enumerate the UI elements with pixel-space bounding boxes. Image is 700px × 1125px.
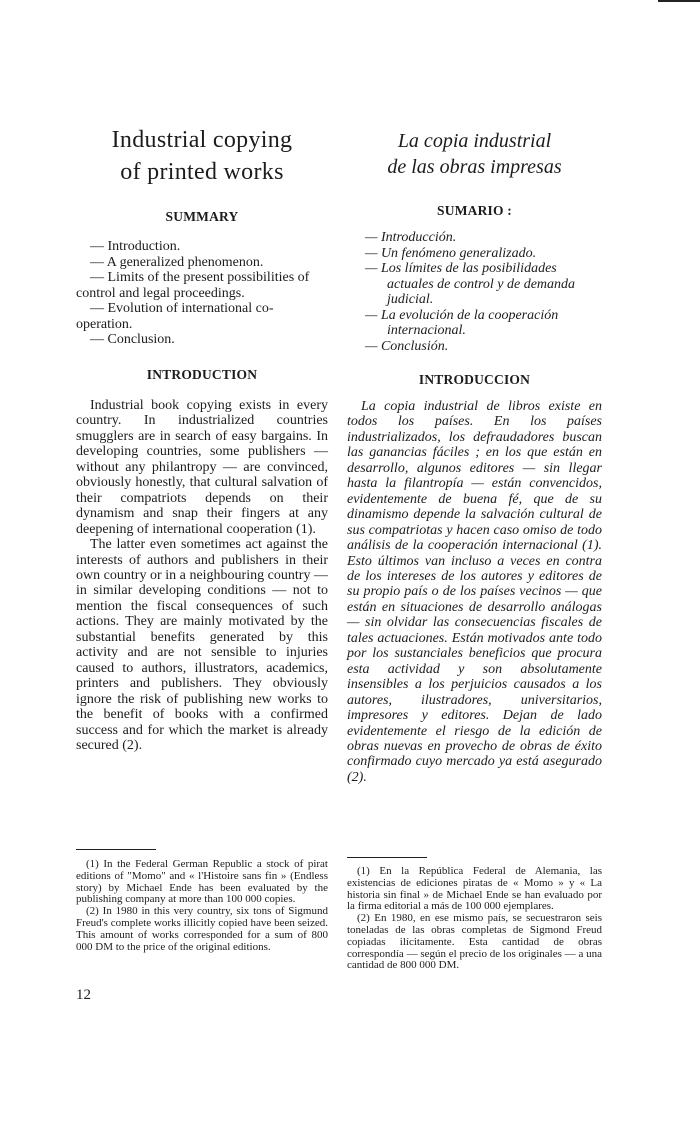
summary-item: — Evolution of international co-operation. xyxy=(76,301,274,332)
english-summary-list xyxy=(76,239,328,348)
summary-item: — La evolución de la cooperación internacional. xyxy=(365,307,559,338)
footnote: (1) En la República Federal de Alemania, las existencias de ediciones piratas de « Momo » y « La historia sin final » de Michael Ende se han evaluado por la firma editorial a más de 100 000 ejemplares. xyxy=(347,865,602,913)
english-title-line-1: Industrial copying xyxy=(111,127,293,153)
footnote: (1) In the Federal German Republic a stock of pirat editions of "Momo" and « l'Histoire sans fin » (Endless story) by Michael Ende has been evaluated by the publishing company at more than 100 000 copies. xyxy=(76,858,328,906)
body-paragraph: The latter even sometimes act against the interests of authors and publishers in their own country or in a neighbouring country — in similar developing conditions — not to mention the fiscal consequences of such actions. They are mainly motivated by the substantial benefits generated by this activity and are not sensible to injuries caused to authors, illustrators, academics, printers and publishers. They obviously ignore the risk of publishing new works to the benefit of books with a confirmed success and for which the market is already secured (2). xyxy=(76,537,328,753)
spanish-title xyxy=(347,128,602,180)
footnote: (2) In 1980 in this very country, six tons of Sigmund Freud's complete works illicitly copied have been seized. This amount of works corresponded for a sum of 800 000 DM to the price of the original editions. xyxy=(76,905,328,953)
body-paragraph: Industrial book copying exists in every country. In industrialized countries smugglers are in search of easy bargains. In developing countries, some publishers — without any philantropy — are convinced, obviously honestly, that cultural salvation of their compatriots depends on their dynamism and snap their fingers at any deepening of international cooperation (1). xyxy=(76,398,328,537)
body-paragraph: La copia industrial de libros existe en todos los países. En los países industrializados, los defraudadores buscan las ganancias fáciles ; en los que están en desarrollo, algunos editores — sin llegar hasta la filantropía — están convencidos, evidentemente de buena fé, que de su dinamismo depende la salvación cultural de sus compatriotas y hacen caso omiso de todo análisis de la cooperación internacional (1). Esto últimos van incluso a veces en contra de los intereses de los autores y editores de su propio país o de los países vecinos — que están en situaciones de desarrollo análogas — sin olvidar las consecuencias fiscales de tales actuaciones. Están motivados ante todo por los sustanciales beneficios que procura esta actividad y son absolutamente insensibles a los perjuicios causados a los autores, ilustradores, universitarios, impresores y editores. Dejan de lado evidentemente el riesgo de la edición de obras nuevas en provecho de obras de éxito confirmado cuyo mercado ya está asegurado (2). xyxy=(347,399,602,785)
summary-item: — Conclusion. xyxy=(90,332,175,347)
spanish-title-line-1: La copia industrial xyxy=(397,130,552,152)
summary-item: — Limits of the present possibilities of control and legal proceedings. xyxy=(76,270,310,301)
summary-item: — Introducción. xyxy=(365,230,457,245)
summary-item: — Conclusión. xyxy=(365,338,449,354)
spanish-footnotes xyxy=(347,866,602,972)
footnote-divider xyxy=(76,849,156,850)
summary-item: — Introduction. xyxy=(90,239,181,254)
english-body-text xyxy=(76,398,328,753)
footnote-divider xyxy=(347,857,427,858)
footnote: (2) En 1980, en ese mismo país, se secuestraron seis toneladas de las obras completas de Sigmond Freud copiadas ilícitamente. Esta cantidad de obras correspondía — según el precio de los originales — a una cantidad de 800 000 DM. xyxy=(347,912,602,972)
english-introduction-heading: INTRODUCTION xyxy=(146,367,258,382)
spanish-title-line-2: de las obras impresas xyxy=(387,156,562,178)
page-number: 12 xyxy=(76,987,91,1003)
spanish-introduction-heading: INTRODUCCION xyxy=(418,372,531,387)
top-edge-rule xyxy=(658,0,700,2)
summary-item: — A generalized phenomenon. xyxy=(90,254,264,270)
english-summary-heading: SUMMARY xyxy=(165,209,239,224)
spanish-summary-heading: SUMARIO : xyxy=(437,203,512,218)
summary-item: — Un fenómeno generalizado. xyxy=(365,245,537,261)
summary-item: — Los límites de las posibilidades actuales de control y de demanda judicial. xyxy=(365,261,576,307)
english-title xyxy=(76,124,328,188)
spanish-body-text xyxy=(347,399,602,785)
english-footnotes xyxy=(76,859,328,953)
spanish-summary-list xyxy=(365,230,602,354)
english-title-line-2: of printed works xyxy=(120,159,284,185)
